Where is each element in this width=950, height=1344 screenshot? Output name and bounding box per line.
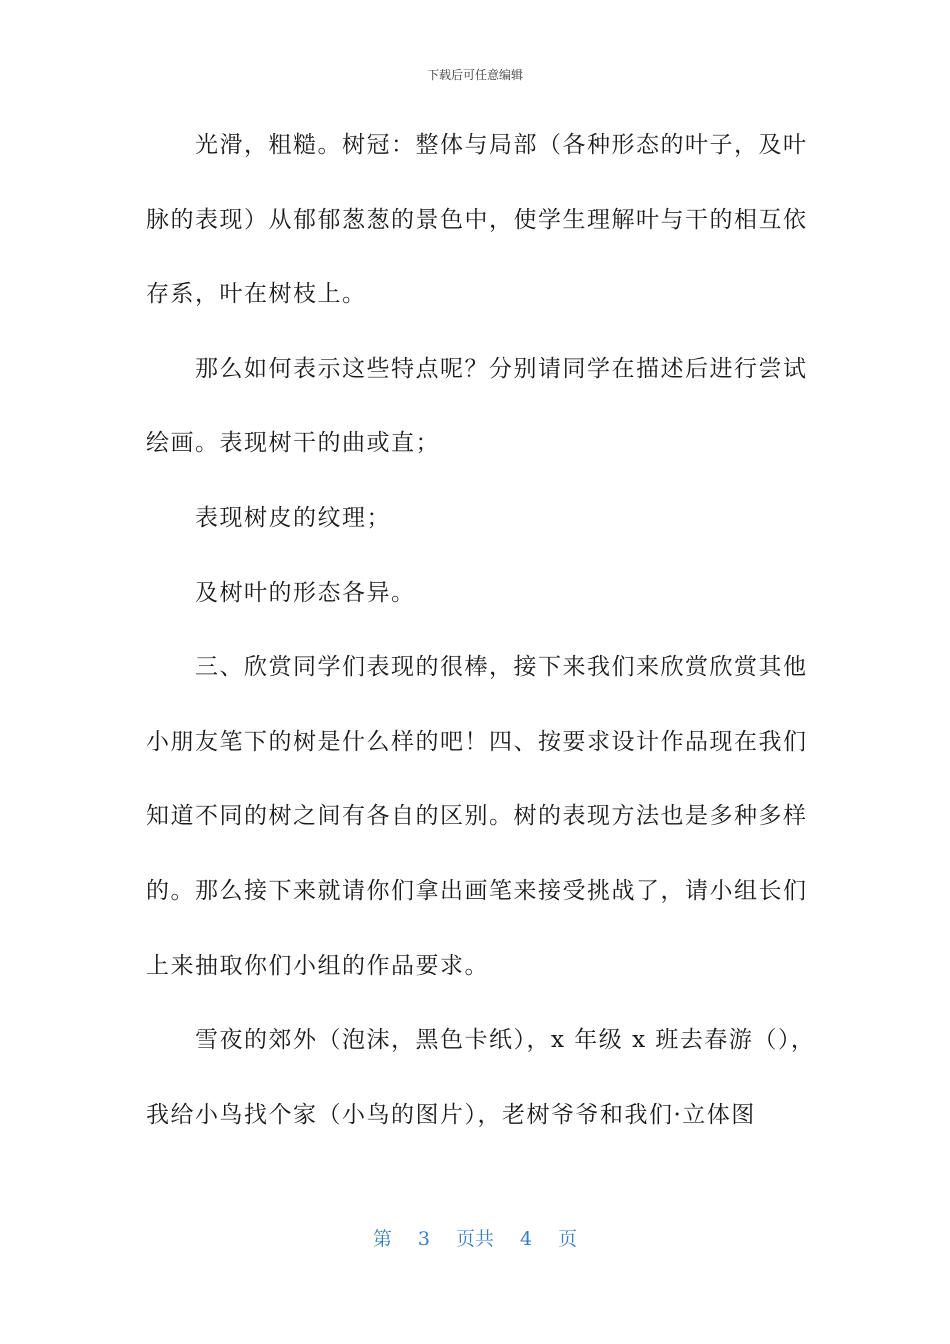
text-line: 光滑，粗糙。树冠：整体与局部（各种形态的叶子，及叶 <box>146 132 808 158</box>
total-page-number: 4 <box>520 1228 533 1250</box>
text-line: 的。那么接下来就请你们拿出画笔来接受挑战了，请小组长们 <box>146 877 808 904</box>
page-footer <box>0 1224 950 1251</box>
footer-suffix: 页 <box>558 1228 578 1250</box>
text-line: 存系，叶在树枝上。 <box>146 281 367 308</box>
text-line: 三、欣赏同学们表现的很棒，接下来我们来欣赏欣赏其他 <box>146 654 808 681</box>
text-line: 上来抽取你们小组的作品要求。 <box>146 952 489 979</box>
footer-prefix: 第 <box>372 1228 392 1250</box>
text-line: 那么如何表示这些特点呢？分别请同学在描述后进行尝试 <box>146 355 808 382</box>
page-header: 下载后可任意编辑 <box>426 68 523 82</box>
footer-middle: 页共 <box>455 1228 494 1250</box>
text-line: 小朋友笔下的树是什么样的吧！四、按要求设计作品现在我们 <box>146 728 808 755</box>
text-line: 及树叶的形态各异。 <box>146 579 416 606</box>
text-line: 雪夜的郊外（泡沫，黑色卡纸），x 年级 x 班去春游（）， <box>146 1027 816 1054</box>
text-line: 知道不同的树之间有各自的区别。树的表现方法也是多种多样 <box>146 803 808 830</box>
text-line: 绘画。表现树干的曲或直； <box>146 430 440 457</box>
text-line: 表现树皮的纹理； <box>146 504 391 531</box>
document-body <box>146 124 816 1168</box>
text-line: 脉的表现）从郁郁葱葱的景色中，使学生理解叶与干的相互依 <box>146 206 808 233</box>
text-line: 我给小鸟找个家（小鸟的图片），老树爷爷和我们·立体图 <box>146 1101 756 1128</box>
current-page-number: 3 <box>417 1228 430 1250</box>
